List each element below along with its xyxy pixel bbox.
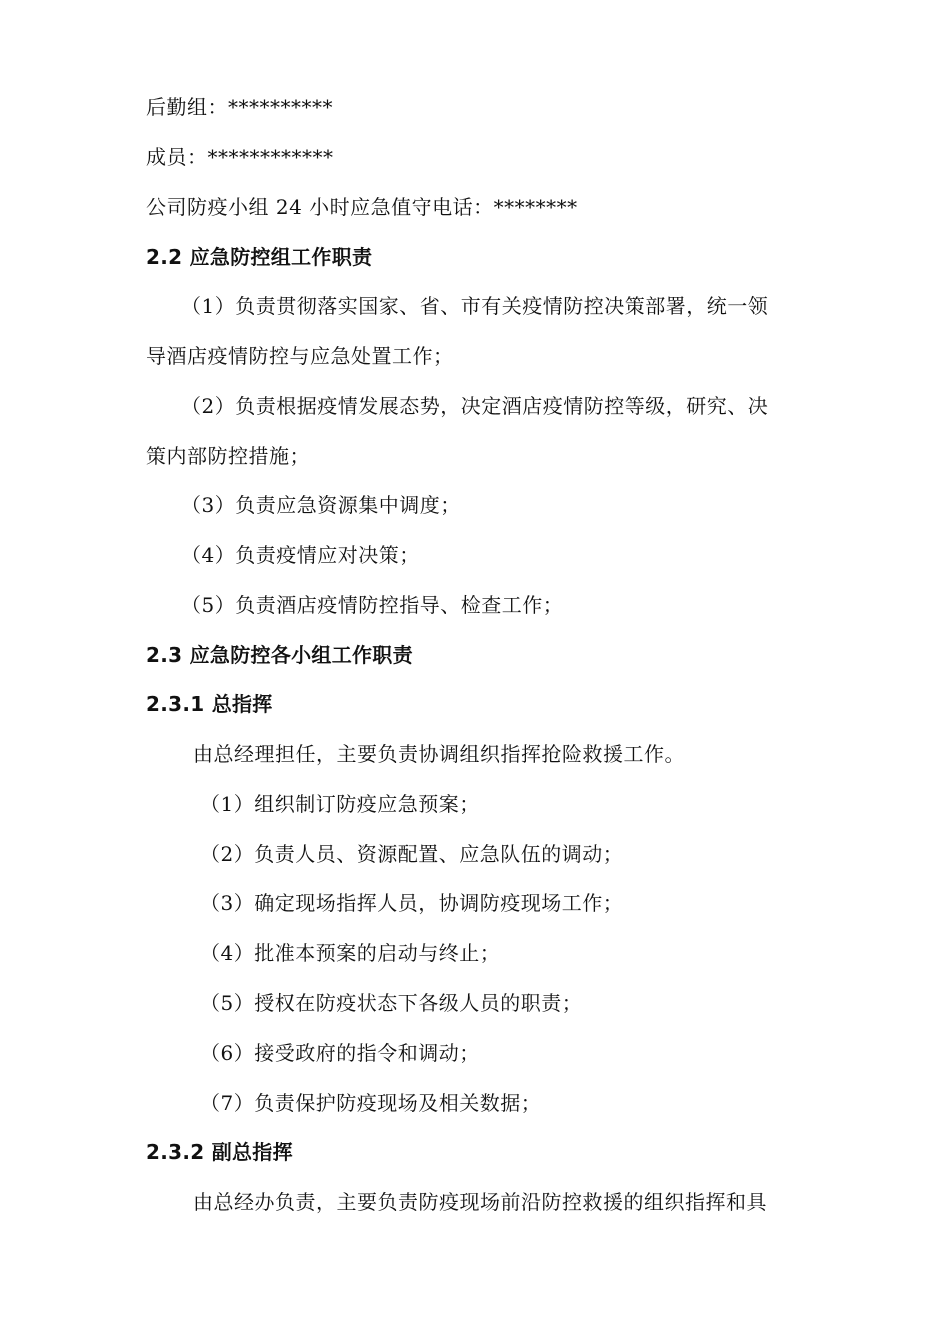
duty-item-3: （3）负责应急资源集中调度； xyxy=(181,493,461,517)
duty-item-1-line-1: （1）负责贯彻落实国家、省、市有关疫情防控决策部署，统一领 xyxy=(181,294,769,318)
commander-item-5: （5）授权在防疫状态下各级人员的职责； xyxy=(200,991,583,1015)
commander-item-4: （4）批准本预案的启动与终止； xyxy=(200,941,501,965)
commander-item-3: （3）确定现场指挥人员，协调防疫现场工作； xyxy=(200,891,624,915)
section-2-3-heading: 2.3 应急防控各小组工作职责 xyxy=(146,643,413,667)
duty-item-5: （5）负责酒店疫情防控指导、检查工作； xyxy=(181,593,564,617)
hotline-contact: 公司防疫小组 24 小时应急值守电话：******** xyxy=(146,195,578,219)
section-2-3-2-heading: 2.3.2 副总指挥 xyxy=(146,1140,293,1164)
duty-item-1-line-2: 导酒店疫情防控与应急处置工作； xyxy=(146,344,454,368)
commander-intro: 由总经理担任，主要负责协调组织指挥抢险救援工作。 xyxy=(193,742,685,766)
duty-item-4: （4）负责疫情应对决策； xyxy=(181,543,420,567)
logistics-contact: 后勤组：********** xyxy=(146,95,333,119)
commander-item-2: （2）负责人员、资源配置、应急队伍的调动； xyxy=(200,842,624,866)
members-contact: 成员：************ xyxy=(146,145,334,169)
duty-item-2-line-2: 策内部防控措施； xyxy=(146,444,310,468)
duty-item-2-line-1: （2）负责根据疫情发展态势，决定酒店疫情防控等级，研究、决 xyxy=(181,394,769,418)
commander-item-1: （1）组织制订防疫应急预案； xyxy=(200,792,480,816)
section-2-2-heading: 2.2 应急防控组工作职责 xyxy=(146,245,373,269)
section-2-3-1-heading: 2.3.1 总指挥 xyxy=(146,692,273,716)
deputy-commander-intro: 由总经办负责，主要负责防疫现场前沿防控救援的组织指挥和具 xyxy=(193,1190,767,1214)
commander-item-6: （6）接受政府的指令和调动； xyxy=(200,1041,480,1065)
commander-item-7: （7）负责保护防疫现场及相关数据； xyxy=(200,1091,542,1115)
